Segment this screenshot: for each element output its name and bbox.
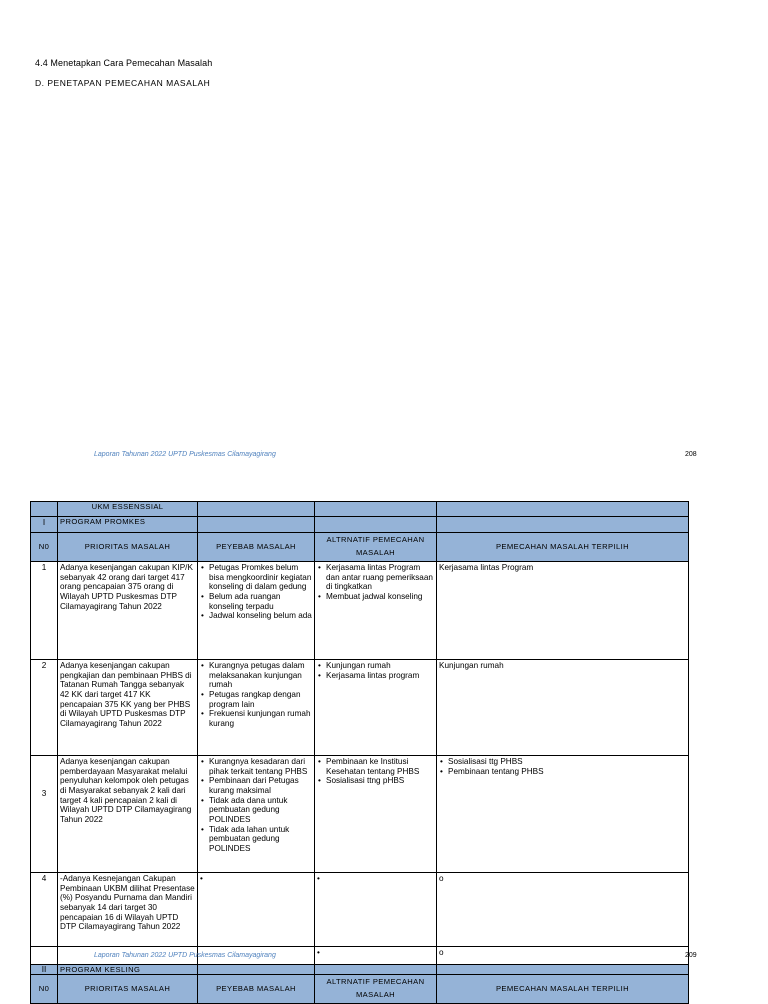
- list-item: • Pembinaan ke Institusi Kesehatan tentang PHBS: [326, 757, 434, 776]
- penyebab-cell: [198, 756, 315, 873]
- list-item: • Petugas rangkap dengan program lain: [209, 690, 312, 709]
- penyebab-cell: [198, 562, 315, 660]
- problem-solving-table: [30, 501, 689, 1004]
- alternatif-cell: [315, 562, 437, 660]
- list-item: • Kerjasama lintas program: [326, 671, 434, 681]
- terpilih-cell: o: [437, 947, 689, 965]
- table-row: [31, 562, 689, 660]
- prioritas-cell: Adanya kesenjangan cakupan pengkajian dan pembinaan PHBS di Tatanan Rumah Tangga sebanyak 42 KK dari target 417 KK pencapaian 375 KK yang ber PHBS di Wilayah UPTD Puskesmas DTP Cilamayagirang Tahun 2022: [58, 660, 198, 756]
- header-penyebab: PEYEBAB MASALAH: [198, 533, 315, 562]
- row-number: 2: [31, 660, 58, 756]
- section-subtitle: D. PENETAPAN PEMECAHAN MASALAH: [35, 78, 211, 88]
- row-number: 4: [31, 873, 58, 947]
- terpilih-cell: Kunjungan rumah: [437, 660, 689, 756]
- prioritas-cell: Adanya kesenjangan cakupan pemberdayaan Masyarakat melalui penyuluhan kelompok oleh petugas di Masyarakat sebanyak 2 kali dari target 4 kali pencapaian 2 kali di Wilayah UPTD DTP Cilamayagirang Tahun 2022: [58, 756, 198, 873]
- section-title: 4.4 Menetapkan Cara Pemecahan Masalah: [35, 58, 213, 68]
- overlay-page-footer: Laporan Tahunan 2022 UPTD Puskesmas Cilamayagirang: [94, 952, 276, 959]
- header-prioritas: PRIORITAS MASALAH: [58, 533, 198, 562]
- list-item: • Frekuensi kunjungan rumah kurang: [209, 709, 312, 728]
- header-no: N0: [31, 533, 58, 562]
- header-row: [31, 533, 689, 562]
- list-item: • Kurangnya petugas dalam melaksanakan kunjungan rumah: [209, 661, 312, 690]
- overlay-page-number: 209: [685, 952, 697, 959]
- list-item: • Kurangnya kesadaran dari pihak terkait tentang PHBS: [209, 757, 312, 776]
- program-number: I: [31, 517, 58, 533]
- list-item: • Kunjungan rumah: [326, 661, 434, 671]
- terpilih-cell: o: [437, 873, 689, 947]
- program-label: PROGRAM PROMKES: [58, 517, 198, 533]
- program-row-promkes: [31, 517, 689, 533]
- header-alternatif: ALTRNATIF PEMECAHAN MASALAH: [315, 533, 437, 562]
- header-terpilih: PEMECAHAN MASALAH TERPILIH: [437, 533, 689, 562]
- page-208: [0, 0, 768, 470]
- prioritas-cell: Adanya kesenjangan cakupan KIP/K sebanyak 42 orang dari target 417 orang pencapaian 375 orang di Wilayah UPTD Puskesmas DTP Cilamayagirang Tahun 2022: [58, 562, 198, 660]
- program-number: II: [31, 965, 58, 975]
- list-item: • Petugas Promkes belum bisa mengkoordinir kegiatan konseling di dalam gedung: [209, 563, 312, 592]
- header-prioritas: PRIORITAS MASALAH: [58, 975, 198, 1004]
- list-item: • Tidak ada lahan untuk pembuatan gedung POLINDES: [209, 825, 312, 854]
- table-row: [31, 660, 689, 756]
- penyebab-cell: •: [198, 873, 315, 947]
- program-label: PROGRAM KESLING: [58, 965, 198, 975]
- list-item: • Membuat jadwal konseling: [326, 592, 434, 602]
- alternatif-cell: •: [315, 947, 437, 965]
- ukm-row: [31, 502, 689, 517]
- row-number: 3: [31, 756, 58, 873]
- header-terpilih: PEMECAHAN MASALAH TERPILIH: [437, 975, 689, 1004]
- prioritas-cell: -Adanya Kesnejangan Cakupan Pembinaan UKBM dilihat Presentase (%) Posyandu Purnama dan Mandiri sebanyak 14 dari target 30 pencapaian 16 di Wilayah UPTD DTP Cilamayagirang Tahun 2022: [58, 873, 198, 947]
- row-number: 1: [31, 562, 58, 660]
- alternatif-cell: [315, 756, 437, 873]
- list-item: • Pembinaan tentang PHBS: [448, 767, 686, 777]
- list-item: • Tidak ada dana untuk pembuatan gedung POLINDES: [209, 796, 312, 825]
- terpilih-cell: [437, 756, 689, 873]
- list-item: • Sosialisasi ttg PHBS: [448, 757, 686, 767]
- page-footer: Laporan Tahunan 2022 UPTD Puskesmas Cilamayagirang: [94, 451, 276, 458]
- penyebab-cell: [198, 660, 315, 756]
- table-row: [31, 873, 689, 947]
- list-item: • Pembinaan dari Petugas kurang maksimal: [209, 776, 312, 795]
- page-number: 208: [685, 451, 697, 458]
- ukm-blank-cell: [31, 502, 58, 517]
- list-item: • Kerjasama lintas Program dan antar ruang pemeriksaan di tingkatkan: [326, 563, 434, 592]
- terpilih-cell: Kerjasama lintas Program: [437, 562, 689, 660]
- list-item: • Sosialisasi ttng pHBS: [326, 776, 434, 786]
- header-alternatif: ALTRNATIF PEMECAHAN MASALAH: [315, 975, 437, 1004]
- header-no: N0: [31, 975, 58, 1004]
- list-item: • Belum ada ruangan konseling terpadu: [209, 592, 312, 611]
- list-item: • Jadwal konseling belum ada: [209, 611, 312, 621]
- header-row: [31, 975, 689, 1004]
- alternatif-cell: [315, 660, 437, 756]
- header-penyebab: PEYEBAB MASALAH: [198, 975, 315, 1004]
- ukm-label: UKM ESSENSSIAL: [58, 502, 198, 517]
- alternatif-cell: •: [315, 873, 437, 947]
- table-row: [31, 756, 689, 873]
- program-row-kesling: [31, 965, 689, 975]
